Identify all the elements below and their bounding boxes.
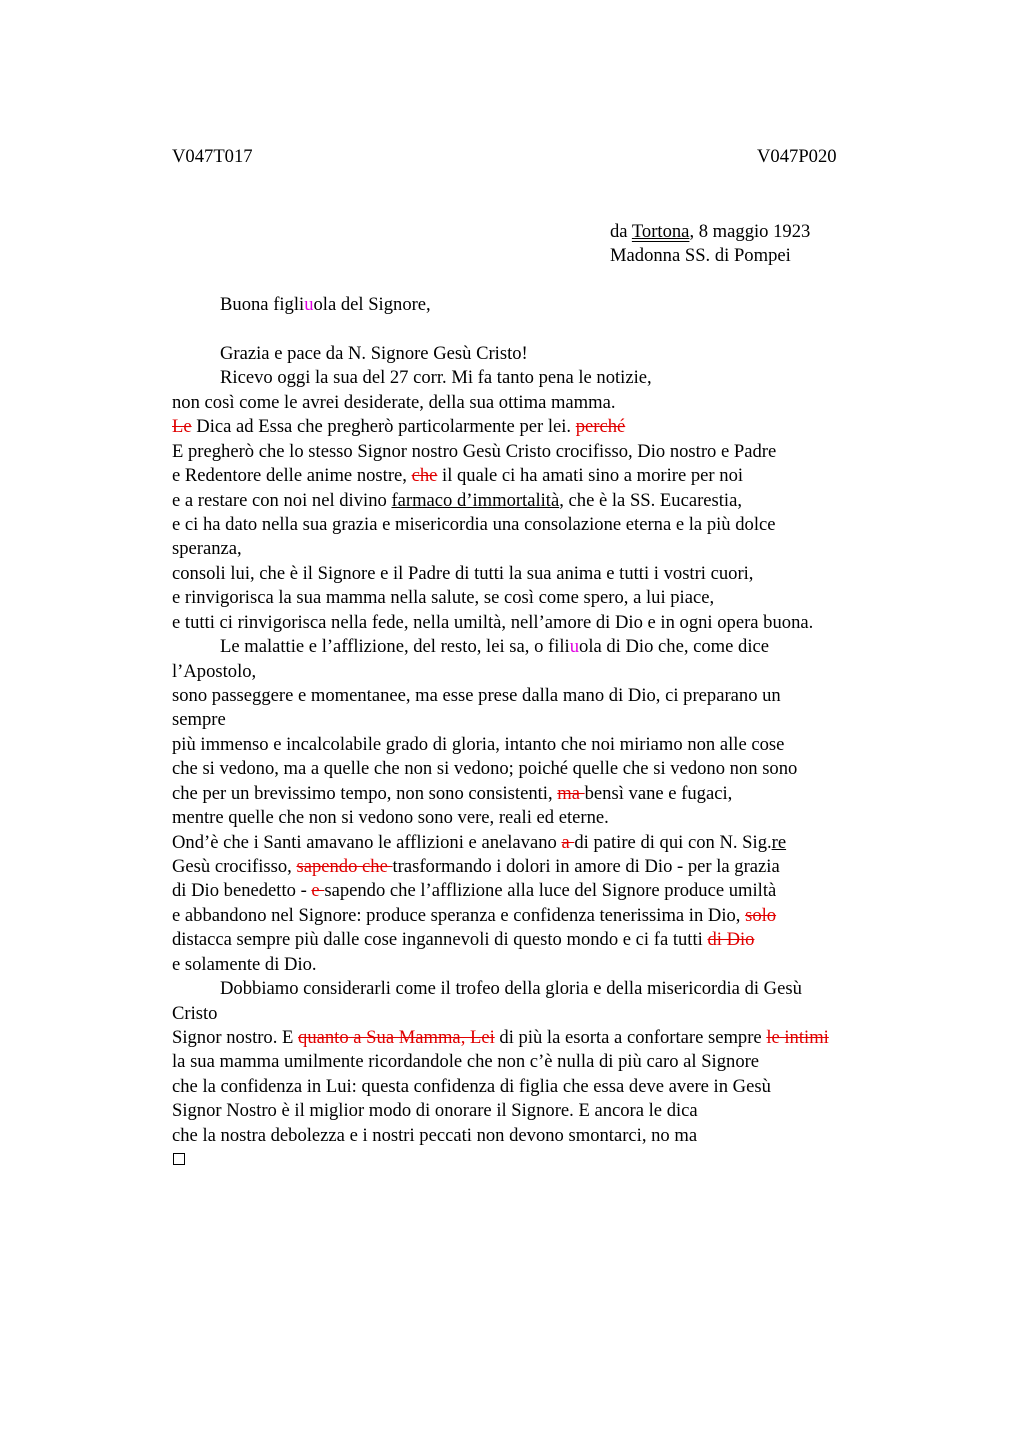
text-span: di patire di qui con N. Sig. xyxy=(574,832,772,853)
deleted-word: e xyxy=(311,880,325,901)
text-line: Cristo xyxy=(172,1003,218,1024)
deleted-word: ma xyxy=(557,783,585,804)
text-line: non così come le avrei desiderate, della sua ottima mamma. xyxy=(172,392,616,413)
text-span: trasformando i dolori in amore di Dio - per la grazia xyxy=(392,856,780,877)
text-line xyxy=(172,928,754,952)
text-span: e a restare con noi nel divino xyxy=(172,490,392,511)
text-line: che la nostra debolezza e i nostri peccati non devono smontarci, no ma xyxy=(172,1125,698,1146)
text-line: e rinvigorisca la sua mamma nella salute, se così come spero, a lui piace, xyxy=(172,587,715,608)
text-line: Grazia e pace da N. Signore Gesù Cristo! xyxy=(220,343,528,364)
text-line xyxy=(172,855,780,879)
deleted-word: quanto a Sua Mamma, Lei xyxy=(298,1027,495,1048)
place-feast: Madonna SS. di Pompei xyxy=(610,245,791,267)
text-line: sono passeggere e momentanee, ma esse prese dalla mano di Dio, ci preparano un xyxy=(172,685,781,706)
text-line xyxy=(172,1026,829,1050)
underlined-abbreviation: re xyxy=(771,832,787,853)
text-line xyxy=(172,831,786,855)
text-span: distacca sempre più dalle cose ingannevoli di questo mondo e ci fa tutti xyxy=(172,929,708,950)
text-line: mentre quelle che non si vedono sono vere, reali ed eterne. xyxy=(172,807,609,828)
salutation xyxy=(220,293,431,317)
text-span: ola di Dio che, come dice xyxy=(579,636,770,657)
text-line: consoli lui, che è il Signore e il Padre di tutti la sua anima e tutti i vostri cuori, xyxy=(172,563,754,584)
text-span: bensì vane e fugaci, xyxy=(584,783,733,804)
deleted-word: solo xyxy=(745,905,777,926)
deleted-word: Le xyxy=(172,416,192,437)
deleted-word: a xyxy=(561,832,575,853)
text-span: Le malattie e l’afflizione, del resto, lei sa, o fili xyxy=(220,636,570,657)
text-line xyxy=(172,904,776,928)
inserted-letter: u xyxy=(569,636,580,657)
text-line: e solamente di Dio. xyxy=(172,954,317,975)
text-span: che per un brevissimo tempo, non sono consistenti, xyxy=(172,783,558,804)
deleted-word: che xyxy=(411,465,438,486)
text-span: Gesù crocifisso, xyxy=(172,856,297,877)
text-line: che la confidenza in Lui: questa confidenza di figlia che essa deve avere in Gesù xyxy=(172,1076,771,1097)
deleted-word: perché xyxy=(575,416,626,437)
text-span: e Redentore delle anime nostre, xyxy=(172,465,412,486)
text-span: e abbandono nel Signore: produce speranza e confidenza tenerissima in Dio, xyxy=(172,905,746,926)
document-code-right: V047P020 xyxy=(757,146,837,167)
text-span: di Dio benedetto - xyxy=(172,880,312,901)
deleted-word: le intimi xyxy=(766,1027,829,1048)
text-line: la sua mamma umilmente ricordandole che non c’è nulla di più caro al Signore xyxy=(172,1051,760,1072)
text-line: E pregherò che lo stesso Signor nostro Gesù Cristo crocifisso, Dio nostro e Padre xyxy=(172,441,777,462)
place-city: Tortona xyxy=(631,221,690,242)
place-line xyxy=(610,220,810,244)
deleted-word: sapendo che xyxy=(296,856,393,877)
text-line: e tutti ci rinvigorisca nella fede, nella umiltà, nell’amore di Dio e in ogni opera buona. xyxy=(172,612,814,633)
text-line xyxy=(220,635,769,659)
salutation-part: ola del Signore, xyxy=(313,294,431,315)
deleted-word: di Dio xyxy=(707,929,755,950)
text-span: Ond’è che i Santi amavano le afflizioni e anelavano xyxy=(172,832,562,853)
text-line: Dobbiamo considerarli come il trofeo della gloria e della misericordia di Gesù xyxy=(220,978,802,999)
text-span: di più la esorta a confortare sempre xyxy=(494,1027,767,1048)
text-line xyxy=(172,489,742,513)
text-span: sapendo che l’afflizione alla luce del Signore produce umiltà xyxy=(324,880,777,901)
document-code-left: V047T017 xyxy=(172,146,253,167)
text-line: sempre xyxy=(172,709,226,730)
text-line: Signor Nostro è il miglior modo di onorare il Signore. E ancora le dica xyxy=(172,1100,698,1121)
place-and-date xyxy=(610,220,810,269)
text-line: che si vedono, ma a quelle che non si vedono; poiché quelle che si vedono non sono xyxy=(172,758,798,779)
salutation-part: Buona figli xyxy=(220,294,305,315)
underlined-phrase: farmaco d’immortalità xyxy=(391,490,560,511)
place-prefix: da xyxy=(610,221,632,242)
text-line: l’Apostolo, xyxy=(172,661,257,682)
text-span: il quale ci ha amati sino a morire per noi xyxy=(437,465,744,486)
inserted-letter: u xyxy=(304,294,314,315)
text-line xyxy=(172,415,625,439)
text-line: più immenso e incalcolabile grado di gloria, intanto che noi miriamo non alle cose xyxy=(172,734,785,755)
text-line xyxy=(172,464,743,488)
text-line: speranza, xyxy=(172,538,242,559)
text-line: e ci ha dato nella sua grazia e misericordia una consolazione eterna e la più dolce xyxy=(172,514,776,535)
text-span: Dica ad Essa che pregherò particolarmente per lei. xyxy=(191,416,576,437)
text-line: Ricevo oggi la sua del 27 corr. Mi fa tanto pena le notizie, xyxy=(220,367,652,388)
text-line xyxy=(172,782,732,806)
empty-square-icon xyxy=(173,1153,185,1165)
text-span: Signor nostro. E xyxy=(172,1027,299,1048)
place-date: , 8 maggio 1923 xyxy=(689,221,811,242)
text-line xyxy=(172,879,776,903)
text-span: , che è la SS. Eucarestia, xyxy=(559,490,743,511)
